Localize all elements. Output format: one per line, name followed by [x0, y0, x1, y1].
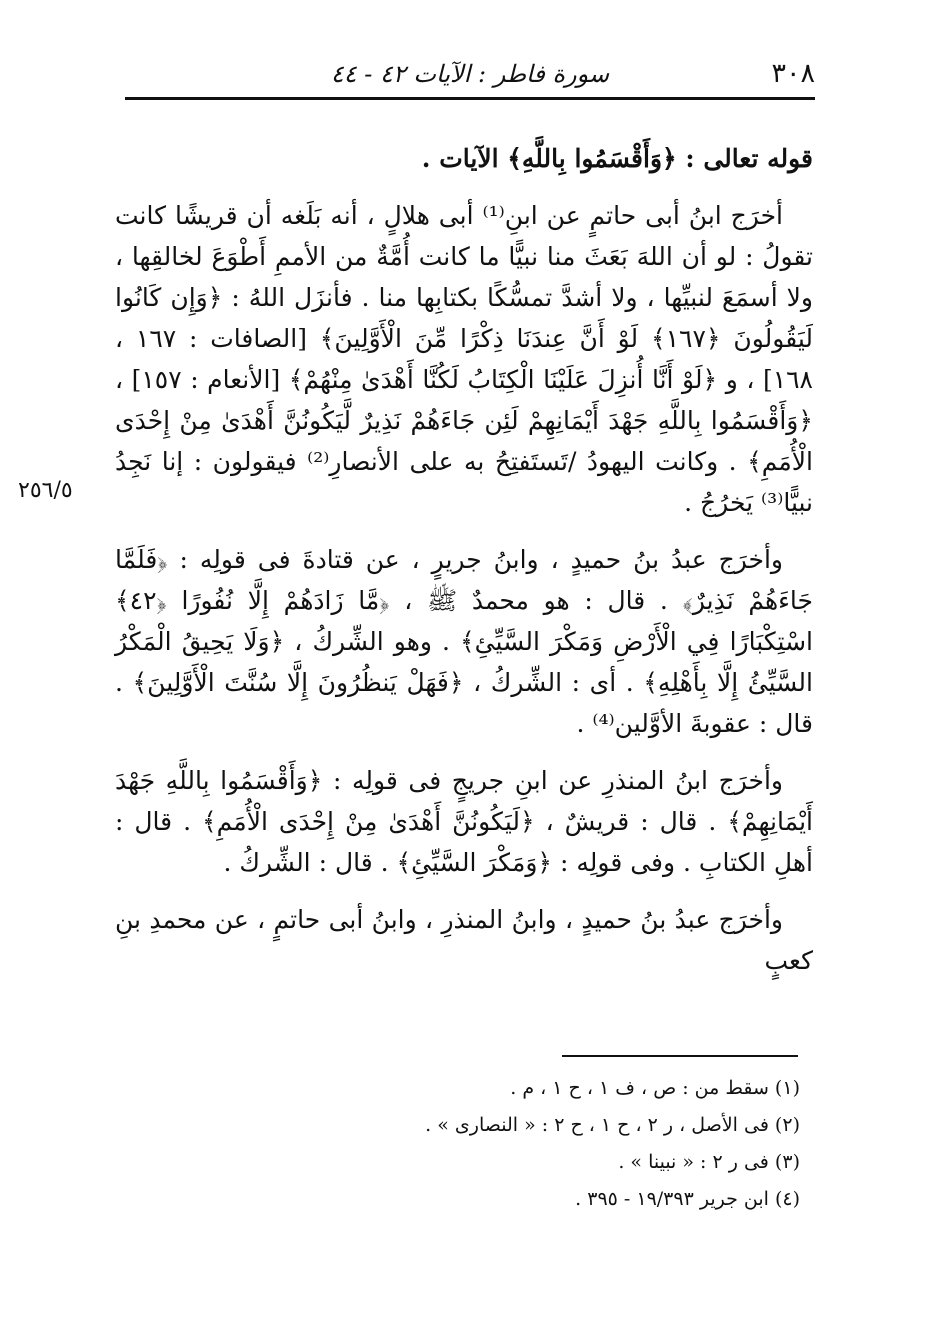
paragraph: وأخرَج ابنُ المنذرِ عن ابنِ جريجٍ فى قولِه : ﴿وَأَقْسَمُوا بِاللَّهِ جَهْدَ أَيْمَانِهِمْ﴾ . قال : قريشٌ ، ﴿لَيَكُونُنَّ أَهْدَىٰ مِنْ إِحْدَى الْأُمَمِ﴾ . قال : أهلِ الكتابِ . وفى قولِه : ﴿وَمَكْرَ السَّيِّئِ﴾ . قال : الشِّركُ . [115, 766, 813, 877]
header-rule [125, 97, 815, 100]
footnote: (٤) ابن جرير ١٩/٣٩٣ - ٣٩٥ . [575, 1188, 800, 1210]
page-number: ٣٠٨ [771, 58, 815, 89]
section-heading: قوله تعالى : ﴿وَأَقْسَمُوا بِاللَّهِ﴾ الآيات . [421, 144, 813, 173]
paragraph: أخرَج ابنُ أبى حاتمٍ عن ابنِ⁽¹⁾ أبى هلالٍ ، أنه بَلَغه أن قريشًا كانت تقولُ : لو أن اللهَ بَعَثَ منا نبيًّا ما كانت أُمَّةٌ من الأممِ أَطْوَعَ لخالقِها ، ولا أسمَعَ لنبيِّها ، ولا أشدَّ تمسُّكًا بكتابِها منا . فأنزَل اللهُ : ﴿وَإِن كَانُوا لَيَقُولُونَ ﴿١٦٧﴾ لَوْ أَنَّ عِندَنَا ذِكْرًا مِّنَ الْأَوَّلِينَ﴾ [الصافات : ١٦٧ ، ١٦٨] ، و ﴿لَوْ أَنَّا أُنزِلَ عَلَيْنَا الْكِتَابُ لَكُنَّا أَهْدَىٰ مِنْهُمْ﴾ [الأنعام : ١٥٧] ، ﴿وَأَقْسَمُوا بِاللَّهِ جَهْدَ أَيْمَانِهِمْ لَئِن جَاءَهُمْ نَذِيرٌ لَّيَكُونُنَّ أَهْدَىٰ مِنْ إِحْدَى الْأُمَمِ﴾ . وكانت اليهودُ /تَستَفتِحُ به على الأنصارِ⁽²⁾ فيقولون : إنا نَجِدُ نبيًّا⁽³⁾ يَخرُجُ . [115, 201, 813, 517]
paragraph: وأخرَج عبدُ بنُ حميدٍ ، وابنُ جريرٍ ، عن قتادةَ فى قولِه : ﴿فَلَمَّا جَاءَهُمْ نَذِيرٌ﴾ . قال : هو محمدٌ ﷺ ، ﴿مَّا زَادَهُمْ إِلَّا نُفُورًا ﴿٤٢﴾ اسْتِكْبَارًا فِي الْأَرْضِ وَمَكْرَ السَّيِّئِ﴾ . وهو الشِّركُ ، ﴿وَلَا يَحِيقُ الْمَكْرُ السَّيِّئُ إِلَّا بِأَهْلِهِ﴾ . أى : الشِّركُ ، ﴿فَهَلْ يَنظُرُونَ إِلَّا سُنَّتَ الْأَوَّلِينَ﴾ . قال : عقوبةَ الأوَّلين⁽⁴⁾ . [115, 545, 813, 738]
paragraph: وأخرَج عبدُ بنُ حميدٍ ، وابنُ المنذرِ ، وابنُ أبى حاتمٍ ، عن محمدِ بنِ كعبٍ [115, 905, 813, 975]
body-text [115, 138, 813, 997]
running-title: سورة فاطر : الآيات ٤٢ - ٤٤ [330, 60, 610, 88]
footnote: (٣) فى ر ٢ : « نبينا » . [618, 1151, 800, 1173]
page-header [125, 48, 815, 98]
footnotes [330, 1070, 800, 1218]
footnote: (٢) فى الأصل ، ر ٢ ، ح ١ ، ح ٢ : « النصارى » . [425, 1114, 800, 1136]
footnote: (١) سقط من : ص ، ف ١ ، ح ١ ، م . [510, 1077, 800, 1099]
margin-reference: ٢٥٦/٥ [18, 478, 73, 503]
footnote-rule [562, 1055, 798, 1057]
